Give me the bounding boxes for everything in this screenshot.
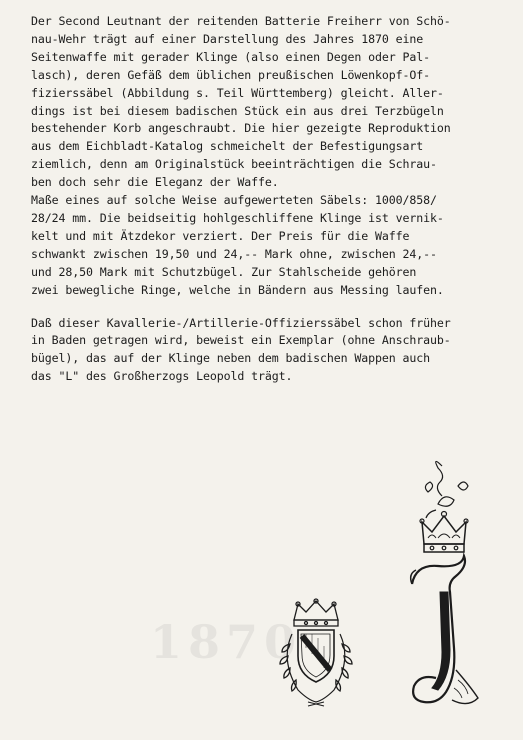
text-line: dings ist bei diesem badischen Stück ein aus drei Terzbügeln: [31, 103, 444, 118]
text-line: aus dem Eichbladt-Katalog schmeichelt der Befestigungsart: [31, 139, 424, 154]
paragraph-2: [31, 315, 501, 387]
text-line: in Baden getragen wird, beweist ein Exemplar (ohne Anschraub-: [31, 333, 451, 348]
text-line: schwankt zwischen 19,50 und 24,-- Mark ohne, zwischen 24,--: [31, 246, 437, 261]
monogram-letter: L: [428, 601, 430, 603]
text-line: Maße eines auf solche Weise aufgewerteten Säbels: 1000/858/: [31, 193, 437, 208]
text-line: Seitenwaffe mit gerader Klinge (also einen Degen oder Pal-: [31, 49, 431, 64]
text-line: nau-Wehr trägt auf einer Darstellung des Jahres 1870 eine: [31, 31, 424, 46]
text-line: das "L" des Großherzogs Leopold trägt.: [31, 369, 293, 384]
text-line: kelt und mit Ätzdekor verziert. Der Preis für die Waffe: [31, 228, 410, 243]
text-line: bestehender Korb angeschraubt. Die hier gezeigte Reproduktion: [31, 121, 451, 136]
crowned-monogram-icon: [398, 452, 488, 722]
baden-coat-of-arms-illustration: [268, 598, 364, 710]
text-line: Daß dieser Kavallerie-/Artillerie-Offizierssäbel schon früher: [31, 315, 451, 330]
paragraph-1: [31, 13, 501, 300]
text-line: Der Second Leutnant der reitenden Batterie Freiherr von Schö-: [31, 14, 451, 28]
text-line: 28/24 mm. Die beidseitig hohlgeschliffene Klinge ist vernik-: [31, 210, 444, 225]
text-line: fizierssäbel (Abbildung s. Teil Württemberg) gleicht. Aller-: [31, 85, 444, 100]
leopold-monogram-illustration: [398, 452, 488, 722]
coat-of-arms-icon: [268, 598, 364, 710]
text-line: ben doch sehr die Eleganz der Waffe.: [31, 175, 279, 190]
text-line: und 28,50 Mark mit Schutzbügel. Zur Stahlscheide gehören: [31, 264, 417, 279]
body-text: [31, 13, 501, 386]
paragraph-gap: [31, 300, 501, 315]
text-line: zwei bewegliche Ringe, welche in Bändern aus Messing laufen.: [31, 282, 444, 297]
show-through-text: 1870: [150, 615, 303, 669]
text-line: ziemlich, denn am Originalstück beeinträchtigen die Schrau-: [31, 157, 437, 172]
text-line: lasch), deren Gefäß dem üblichen preußischen Löwenkopf-Of-: [31, 67, 431, 82]
text-line: bügel), das auf der Klinge neben dem badischen Wappen auch: [31, 351, 431, 366]
